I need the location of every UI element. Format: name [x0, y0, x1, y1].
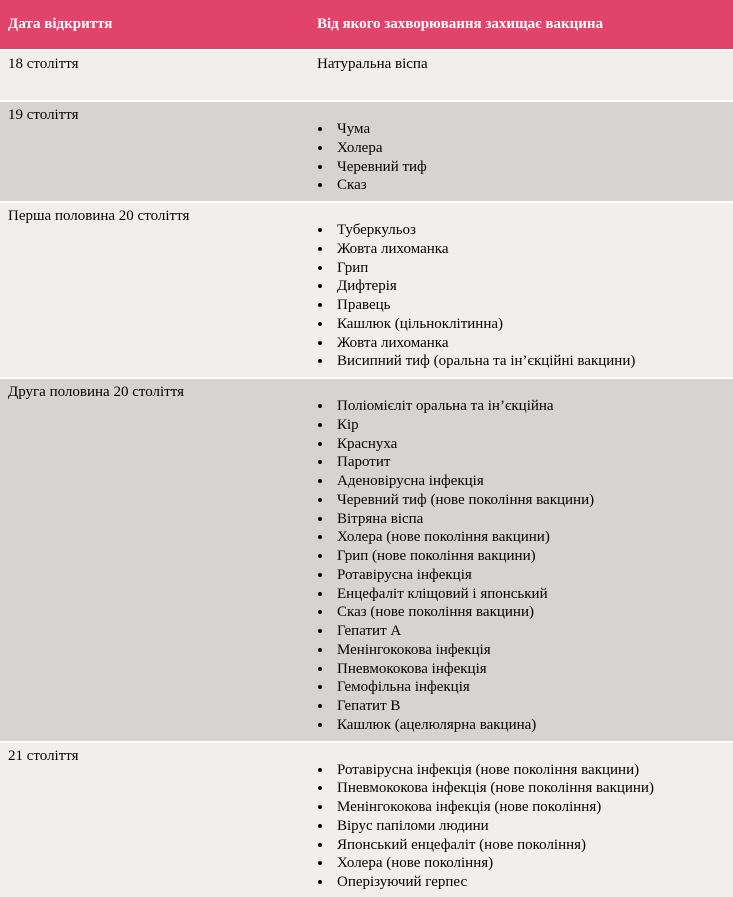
period-label: Перша половина 20 століття [8, 208, 190, 224]
table-row [0, 102, 733, 201]
period-cell [0, 51, 309, 100]
disease-item: • Пневмококова інфекція [333, 660, 725, 679]
column-header-diseases: Від якого захворювання захищає вакцина [317, 16, 604, 33]
disease-item: • Холера [333, 139, 725, 158]
disease-item: • Вітряна віспа [333, 510, 725, 529]
table-row [0, 743, 733, 897]
diseases-cell [309, 51, 733, 100]
disease-item: • Оперізуючий герпес [333, 873, 725, 892]
diseases-cell [309, 102, 733, 201]
column-header-diseases-cell [309, 15, 733, 34]
period-label: 19 століття [8, 107, 79, 123]
disease-item: • Грип (нове покоління вакцини) [333, 547, 725, 566]
disease-item: • Черевний тиф [333, 158, 725, 177]
period-cell [0, 203, 309, 377]
column-header-period-cell [0, 15, 309, 34]
diseases-cell [309, 743, 733, 897]
disease-item: • Черевний тиф (нове покоління вакцини) [333, 491, 725, 510]
disease-item: • Висипний тиф (оральна та ін’єкційні вакцини) [333, 352, 725, 371]
diseases-cell [309, 203, 733, 377]
table-row [0, 51, 733, 100]
disease-item: • Чума [333, 120, 725, 139]
column-header-period: Дата відкриття [8, 16, 113, 33]
table-row [0, 379, 733, 741]
disease-item: • Грип [333, 259, 725, 278]
period-label: Друга половина 20 століття [8, 384, 184, 400]
disease-item: • Холера (нове покоління вакцини) [333, 528, 725, 547]
table-header-row [0, 0, 733, 49]
disease-item: • Енцефаліт кліщовий і японський [333, 585, 725, 604]
disease-item: • Жовта лихоманка [333, 240, 725, 259]
disease-item: • Кашлюк (ацелюлярна вакцина) [333, 716, 725, 735]
table-body [0, 51, 733, 897]
disease-list [317, 397, 725, 735]
disease-item: • Менінгококова інфекція [333, 641, 725, 660]
disease-item: • Поліомієліт оральна та ін’єкційна [333, 397, 725, 416]
disease-item: • Сказ (нове покоління вакцини) [333, 603, 725, 622]
disease-text: Натуральна віспа [317, 56, 428, 72]
disease-item: • Туберкульоз [333, 221, 725, 240]
disease-item: • Кір [333, 416, 725, 435]
disease-item: • Гемофільна інфекція [333, 678, 725, 697]
disease-list [317, 120, 725, 195]
disease-list [317, 221, 725, 371]
disease-item: • Ротавірусна інфекція [333, 566, 725, 585]
disease-item: • Холера (нове покоління) [333, 854, 725, 873]
disease-item: • Правець [333, 296, 725, 315]
disease-item: • Аденовірусна інфекція [333, 472, 725, 491]
disease-item: • Гепатит A [333, 622, 725, 641]
disease-item: • Жовта лихоманка [333, 334, 725, 353]
table-row [0, 203, 733, 377]
period-label: 18 століття [8, 56, 79, 72]
period-cell [0, 743, 309, 897]
disease-item: • Менінгококова інфекція (нове покоління) [333, 798, 725, 817]
disease-item: • Ротавірусна інфекція (нове покоління вакцини) [333, 761, 725, 780]
disease-list [317, 761, 725, 892]
period-label: 21 століття [8, 747, 79, 764]
disease-item: • Сказ [333, 176, 725, 195]
disease-item: • Гепатит B [333, 697, 725, 716]
disease-item: • Кашлюк (цільноклітинна) [333, 315, 725, 334]
disease-item: • Паротит [333, 453, 725, 472]
disease-item: • Дифтерія [333, 277, 725, 296]
disease-item: • Японський енцефаліт (нове покоління) [333, 836, 725, 855]
disease-item: • Краснуха [333, 435, 725, 454]
disease-item: • Вірус папіломи людини [333, 817, 725, 836]
disease-item: • Пневмококова інфекція (нове покоління вакцини) [333, 779, 725, 798]
period-cell [0, 379, 309, 741]
period-cell [0, 102, 309, 201]
diseases-cell [309, 379, 733, 741]
